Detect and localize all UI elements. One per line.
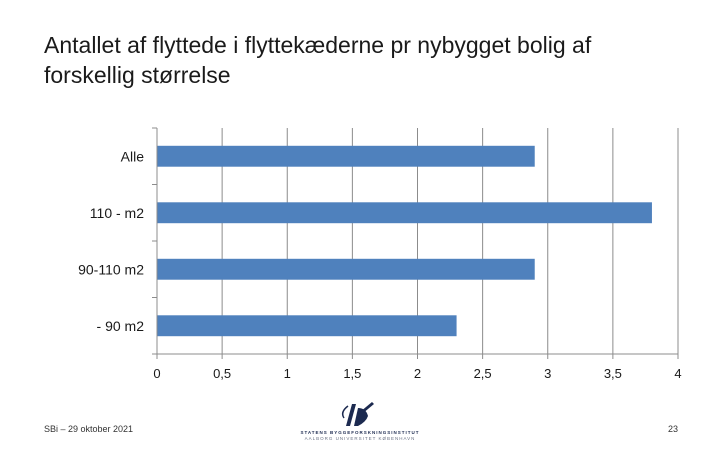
x-tick-label: 3	[544, 366, 552, 381]
category-label: - 90 m2	[96, 317, 144, 334]
x-tick-label: 1,5	[343, 366, 362, 381]
x-tick-label: 2	[413, 366, 422, 381]
category-label: 110 - m2	[89, 204, 144, 221]
bar	[157, 202, 652, 223]
x-tick-label: 4	[674, 366, 682, 381]
x-tick-label: 0	[153, 366, 161, 381]
page-number: 23	[667, 424, 678, 434]
slide-title: Antallet af flyttede i flyttekæderne pr nybygget bolig af forskellig størrelse	[44, 32, 592, 88]
institute-logo-icon	[300, 396, 420, 430]
x-tick-label: 3,5	[603, 366, 622, 381]
bar	[157, 315, 457, 336]
bars	[157, 146, 652, 336]
x-tick-label: 2,5	[473, 366, 492, 381]
logo-text-university: AALBORG UNIVERSITET KØBENHAVN	[304, 436, 416, 441]
institute-logo	[300, 396, 420, 442]
category-label: 90-110 m2	[78, 261, 144, 278]
x-tick-label: 1	[283, 366, 291, 381]
logo-text-institute: STATENS BYGGEFORSKNINGSINSTITUT	[300, 430, 420, 435]
bar	[157, 146, 535, 167]
bar	[157, 259, 535, 280]
category-label: Alle	[120, 148, 144, 165]
footer-date: SBi – 29 oktober 2021	[44, 424, 134, 434]
x-tick-label: 0,5	[213, 366, 232, 381]
